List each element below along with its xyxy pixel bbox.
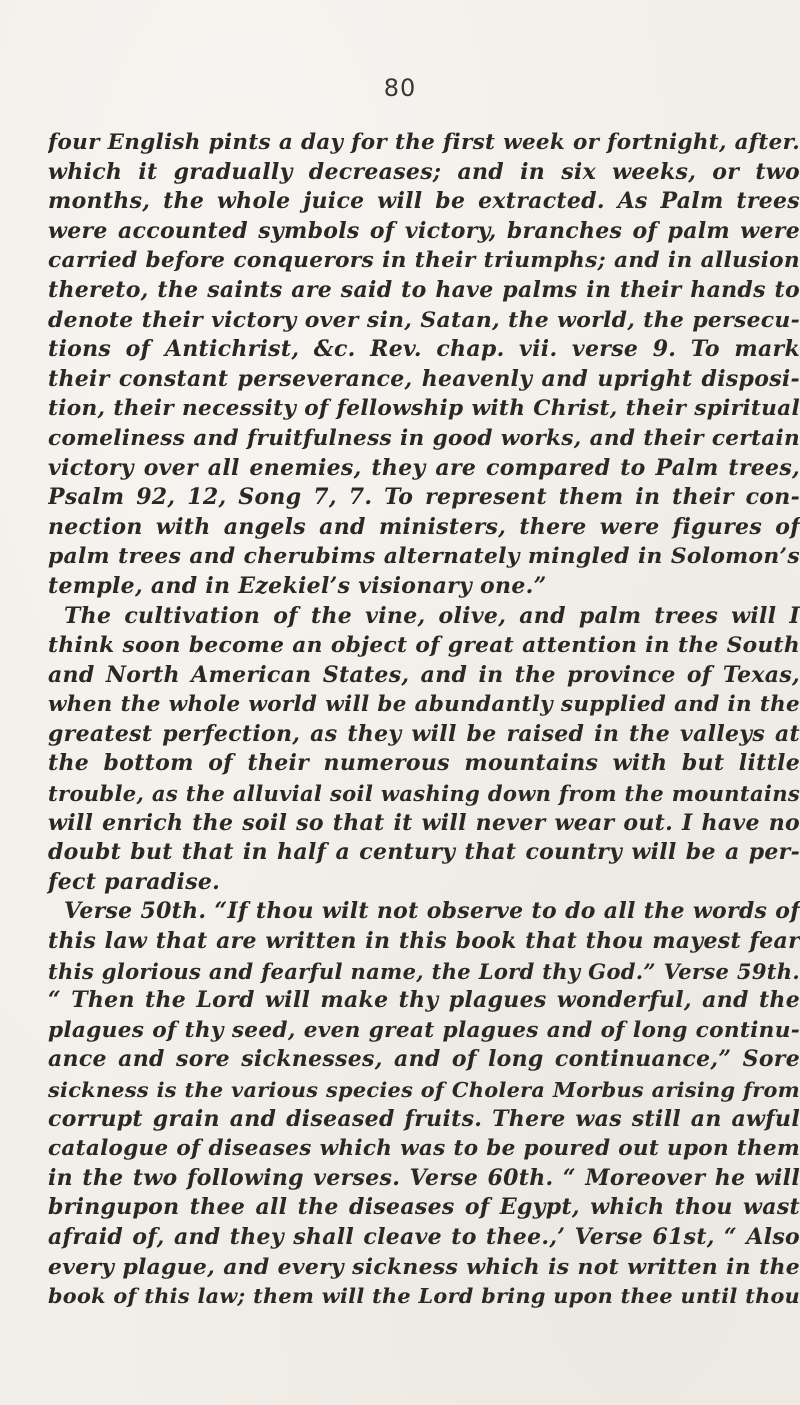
- text-line: four English pints a day for the first week or fortnight, after.: [48, 130, 800, 155]
- text-line: catalogue of diseases which was to be poured out upon them: [48, 1136, 800, 1162]
- text-line: in the two following verses. Verse 60th. “ Moreover he will: [48, 1164, 800, 1191]
- text-line: afraid of, and they shall cleave to thee.,’ Verse 61st, “ Also: [48, 1223, 800, 1250]
- text-line: “ Then the Lord will make thy plagues wonderful, and the: [48, 987, 800, 1014]
- text-line: and North American States, and in the province of Texas,: [48, 661, 800, 688]
- page-number: 80: [383, 74, 417, 102]
- text-line: nection with angels and ministers, there were figures of: [48, 513, 800, 540]
- text-line: months, the whole juice will be extracted. As Palm trees: [48, 188, 800, 215]
- text-line: corrupt grain and diseased fruits. There was still an awful: [48, 1105, 800, 1132]
- body-text: [48, 128, 800, 1312]
- text-line: carried before conquerors in their triumphs; and in allusion: [48, 248, 800, 274]
- text-line: tion, their necessity of fellowship with Christ, their spiritual: [48, 396, 800, 422]
- text-line: every plague, and every sickness which is not written in the: [48, 1253, 800, 1280]
- text-line: tions of Antichrist, &c. Rev. chap. vii. verse 9. To mark: [48, 336, 800, 363]
- text-line: will enrich the soil so that it will never wear out. I have no: [48, 809, 800, 836]
- text-line: which it gradually decreases; and in six weeks, or two: [48, 158, 800, 185]
- text-line: fect paradise.: [48, 868, 221, 895]
- text-line: temple, and in Ezekiel’s visionary one.”: [48, 572, 547, 599]
- text-line: were accounted symbols of victory, branches of palm were: [48, 217, 800, 244]
- text-line: doubt but that in half a century that country will be a per-: [48, 839, 800, 866]
- text-line: this law that are written in this book that thou mayest fear: [48, 928, 800, 955]
- text-line: bringupon thee all the diseases of Egypt, which thou wast: [48, 1194, 800, 1221]
- text-line: comeliness and fruitfulness in good works, and their certain: [48, 425, 800, 451]
- text-line: thereto, the saints are said to have palms in their hands to: [48, 276, 800, 303]
- text-line: their constant perseverance, heavenly and upright disposi-: [48, 365, 800, 392]
- text-line: The cultivation of the vine, olive, and palm trees will I: [64, 602, 800, 629]
- text-line: denote their victory over sin, Satan, the world, the persecu-: [48, 306, 800, 333]
- text-line: palm trees and cherubims alternately mingled in Solomon’s: [48, 544, 800, 570]
- text-line: book of this law; them will the Lord bring upon thee until thou: [48, 1284, 800, 1309]
- text-line: trouble, as the alluvial soil washing down from the mountains: [48, 781, 800, 807]
- text-line: plagues of thy seed, even great plagues and of long continu-: [48, 1017, 800, 1043]
- text-line: think soon become an object of great attention in the South: [48, 633, 800, 659]
- text-line: Verse 50th. “If thou wilt not observe to do all the words of: [64, 898, 800, 925]
- text-line: victory over all enemies, they are compared to Palm trees,: [48, 454, 800, 481]
- text-line: when the whole world will be abundantly supplied and in the: [48, 692, 800, 718]
- text-line: sickness is the various species of Cholera Morbus arising from: [48, 1077, 800, 1102]
- text-line: greatest perfection, as they will be raised in the valleys at: [48, 720, 800, 747]
- text-line: ance and sore sicknesses, and of long continuance,” Sore: [48, 1046, 800, 1073]
- text-line: the bottom of their numerous mountains with but little: [48, 750, 800, 777]
- text-line: this glorious and fearful name, the Lord thy God.” Verse 59th.: [48, 958, 800, 984]
- text-line: Psalm 92, 12, Song 7, 7. To represent them in their con-: [48, 484, 800, 511]
